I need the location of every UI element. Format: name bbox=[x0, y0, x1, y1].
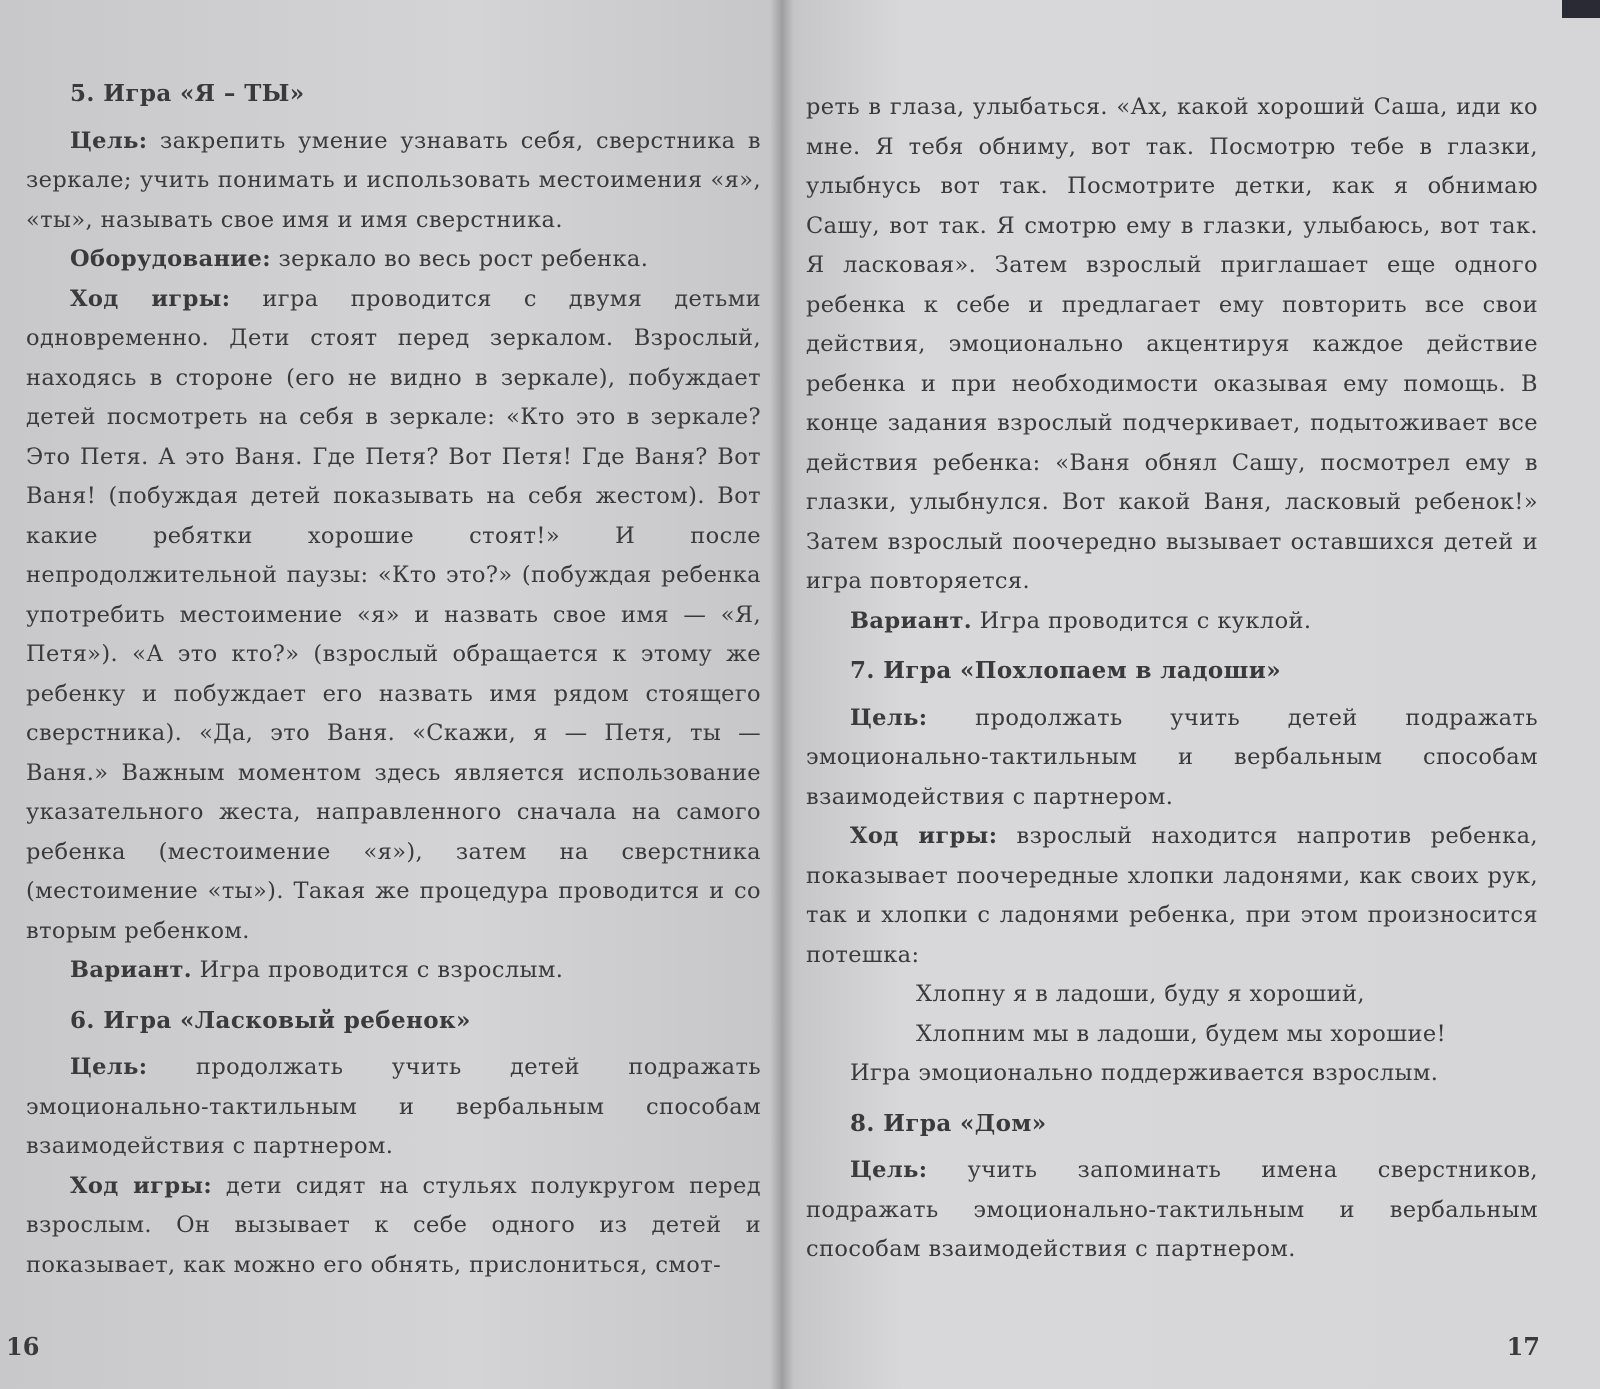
right-page bbox=[782, 0, 1600, 1389]
game7-course bbox=[806, 817, 1538, 975]
right-page-text bbox=[806, 88, 1538, 1270]
game6-continued-text: реть в глаза, улыбаться. «Ах, какой хороший Саша, иди ко мне. Я тебя обниму, вот так. Посмотрю тебе в глазки, улыбнусь вот так. Посмотрите детки, как я обнимаю Сашу, вот так. Я смотрю ему в глазки, улыбаюсь, вот так. Я ласковая». Затем взрослый приглашает еще одного ребенка к себе и предлагает ему повторить все свои действия, эмоционально акцентируя каждое действие ребенка и при необходимости оказывая ему помощь. В конце задания взрослый подчеркивает, подытоживает все действия ребенка: «Ваня обнял Сашу, посмотрел ему в глазки, улыбнулся. Вот какой Ваня, ласковый ребенок!» Затем взрослый поочередно вызывает оставшихся детей и игра повторяется. bbox=[806, 94, 1538, 594]
variant-text: Игра проводится с куклой. bbox=[972, 607, 1312, 634]
goal-label: Цель: bbox=[850, 704, 928, 731]
goal-label: Цель: bbox=[70, 1054, 148, 1080]
game5-heading: 5. Игра «Я – ТЫ» bbox=[70, 80, 305, 107]
game7-closing: Игра эмоционально поддерживается взрослым. bbox=[850, 1060, 1439, 1086]
course-text: дети сидят на стульях полукругом перед взрослым. Он вызывает к себе одного из детей и показывает, как можно его обнять, прислониться, смот- bbox=[26, 1172, 761, 1278]
goal-text: закрепить умение узнавать себя, сверстника в зеркале; учить понимать и использовать местоимения «я», «ты», называть свое имя и имя сверстника. bbox=[26, 127, 761, 233]
course-text: игра проводится с двумя детьми одновременно. Дети стоят перед зеркалом. Взрослый, находясь в стороне (его не видно в зеркале), побуждает детей посмотреть на себя в зеркале: «Кто это в зеркале? Это Петя. А это Ваня. Где Петя? Вот Петя! Где Ваня? Вот Ваня! (побуждая детей показывать на себя жестом). Вот какие ребятки хорошие стоят!» И после непродолжительной паузы: «Кто это?» (побуждая ребенка употребить местоимение «я» и назвать свое имя — «Я, Петя»). «А это кто?» (взрослый обращается к этому же ребенку и побуждает его назвать имя рядом стоящего сверстника). «Да, это Ваня. «Скажи, я — Петя, ты — Ваня.» Важным моментом здесь является использование указательного жеста, направленного сначала на самого ребенка (местоимение «я»), затем на сверстника (местоимение «ты»). Такая же процедура проводится и со вторым ребенком. bbox=[26, 285, 762, 944]
game5-variant bbox=[26, 951, 761, 991]
equipment-label: Оборудование: bbox=[70, 246, 271, 272]
game8-heading: 8. Игра «Дом» bbox=[850, 1109, 1047, 1137]
game6-variant bbox=[806, 602, 1538, 642]
game7-heading: 7. Игра «Похлопаем в ладоши» bbox=[850, 657, 1282, 684]
book-gutter bbox=[770, 0, 794, 1389]
poem-line-1: Хлопну я в ладоши, буду я хороший, bbox=[916, 981, 1365, 1007]
goal-text: учить запоминать имена сверстников, подражать эмоционально-тактильным и вербальным способам взаимодействия с партнером. bbox=[806, 1157, 1538, 1262]
game8-goal bbox=[806, 1151, 1538, 1270]
game6-goal bbox=[26, 1048, 761, 1167]
goal-text: продолжать учить детей подражать эмоционально-тактильным и вербальным способам взаимодействия с партнером. bbox=[26, 1054, 761, 1159]
game6-course bbox=[26, 1167, 761, 1286]
course-label: Ход игры: bbox=[850, 823, 998, 849]
variant-text: Игра проводится с взрослым. bbox=[192, 957, 564, 983]
corner-shadow bbox=[1562, 0, 1600, 18]
variant-label: Вариант. bbox=[850, 607, 973, 634]
page-number-right: 17 bbox=[1506, 1332, 1540, 1361]
left-page-text bbox=[26, 64, 761, 1285]
goal-label: Цель: bbox=[70, 127, 148, 154]
page-number-left: 16 bbox=[6, 1332, 40, 1361]
poem-line-2: Хлопним мы в ладоши, будем мы хорошие! bbox=[916, 1020, 1447, 1047]
game5-goal bbox=[26, 122, 761, 241]
left-page bbox=[0, 0, 782, 1389]
game5-course bbox=[26, 280, 761, 952]
goal-text: продолжать учить детей подражать эмоционально-тактильным и вербальным способам взаимодействия с партнером. bbox=[806, 704, 1538, 810]
variant-label: Вариант. bbox=[70, 957, 193, 983]
course-label: Ход игры: bbox=[70, 285, 231, 312]
game7-goal bbox=[806, 699, 1538, 818]
course-text: взрослый находится напротив ребенка, показывает поочередные хлопки ладонями, как своих рук, так и хлопки с ладонями ребенка, при этом произносится потешка: bbox=[806, 823, 1538, 968]
course-label: Ход игры: bbox=[70, 1172, 213, 1199]
goal-label: Цель: bbox=[850, 1157, 928, 1183]
equipment-text: зеркало во весь рост ребенка. bbox=[270, 246, 649, 272]
game5-equipment bbox=[26, 240, 761, 280]
game6-heading: 6. Игра «Ласковый ребенок» bbox=[70, 1006, 471, 1034]
